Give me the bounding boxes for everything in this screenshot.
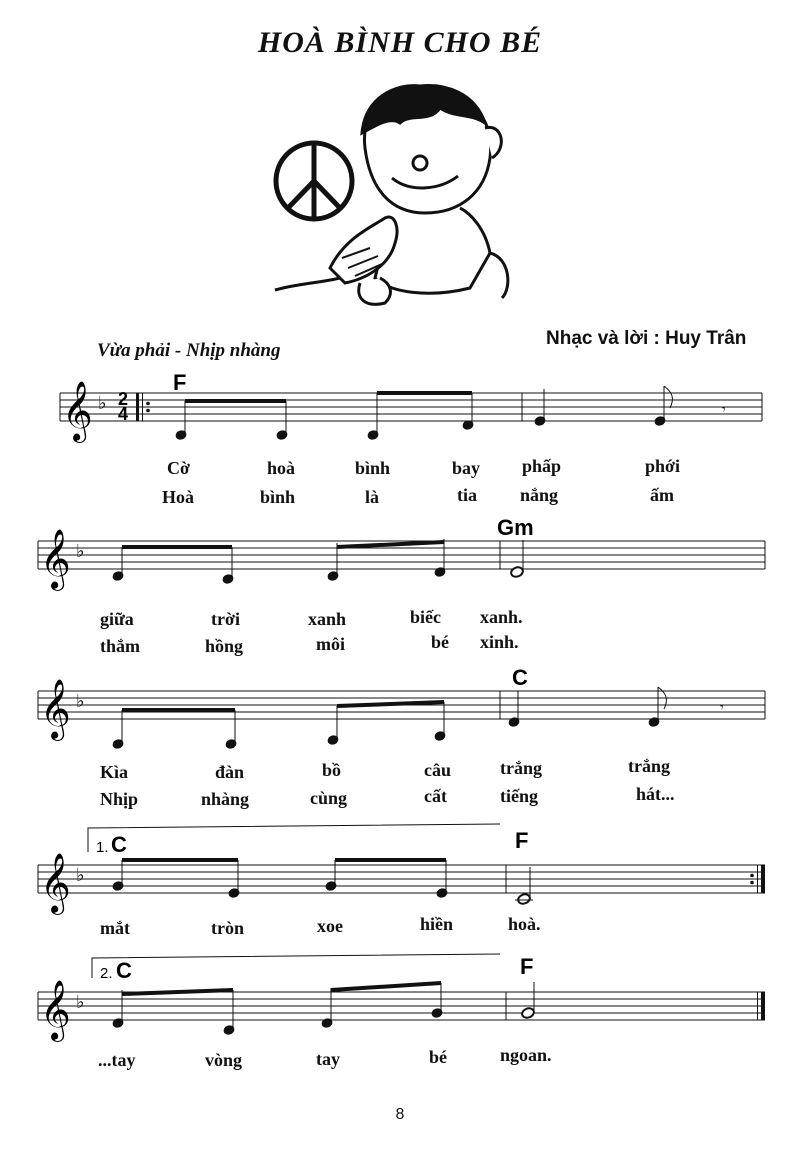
lyric: hoà. (508, 914, 541, 934)
lyric: trắng (628, 756, 670, 776)
lyric: xanh (308, 609, 347, 629)
lyric: là (365, 487, 380, 507)
lyric: nắng (520, 485, 559, 505)
time-signature-bottom: 4 (118, 404, 129, 424)
volta-number: 2. (100, 965, 113, 982)
lyric: ấm (650, 485, 674, 505)
staff-system-1 (0, 368, 800, 478)
volta-number: 1. (96, 839, 109, 856)
chord-label: C (512, 665, 528, 690)
notes (112, 981, 535, 1035)
lyric: xinh. (480, 632, 519, 652)
page-number: 8 (395, 1106, 405, 1123)
lyric: xanh. (480, 607, 523, 627)
composer-credit: Nhạc và lời : Huy Trân (546, 328, 747, 349)
notes (112, 687, 667, 749)
child-icon (362, 85, 508, 298)
lyric: đàn (215, 762, 245, 782)
treble-clef-icon: 𝄞 (40, 530, 71, 588)
lyric: mắt (100, 918, 130, 938)
chord-label: F (520, 954, 534, 979)
lyric: ...tay (98, 1050, 136, 1070)
lyric: nhàng (201, 789, 250, 809)
time-signature-top: 2 (118, 389, 129, 409)
lyric: câu (424, 760, 451, 780)
staff-system-5 (0, 950, 800, 1060)
lyric: tay (316, 1049, 340, 1069)
lyric: cùng (310, 788, 348, 808)
lyric: hoà (267, 458, 296, 478)
lyric: Kìa (100, 762, 129, 782)
lyric: phấp (522, 456, 562, 476)
lyric: hiền (420, 914, 454, 934)
lyric: bình (355, 458, 391, 478)
chord-label: C (111, 832, 127, 857)
lyric: môi (316, 634, 345, 654)
lyric: Hoà (162, 487, 195, 507)
staff-system-4 (0, 820, 800, 930)
volta-bracket (92, 954, 500, 978)
treble-clef-icon: 𝄞 (62, 382, 93, 440)
lyric: thắm (100, 636, 140, 656)
flat-key-signature-icon: ♭ (98, 393, 107, 413)
illustration (270, 78, 520, 328)
eighth-rest-icon: 𝄾 (722, 401, 726, 417)
treble-clef-icon: 𝄞 (40, 854, 71, 912)
lyric: bé (429, 1047, 447, 1067)
song-title: HOÀ BÌNH CHO BÉ (257, 26, 543, 59)
lyric: ngoan. (500, 1045, 552, 1065)
flat-key-signature-icon: ♭ (76, 865, 85, 885)
eighth-rest-icon: 𝄾 (720, 699, 724, 715)
lyric: bé (431, 632, 449, 652)
dove-icon (275, 217, 397, 304)
lyric: tròn (211, 918, 244, 938)
lyric: trắng (500, 758, 542, 778)
volta-bracket (88, 824, 500, 852)
treble-clef-icon: 𝄞 (40, 680, 71, 738)
lyric: tia (457, 485, 477, 505)
lyric: phới (645, 456, 680, 476)
lyric: hát... (636, 784, 675, 804)
lyric: bay (452, 458, 481, 478)
chord-label: C (116, 958, 132, 983)
chord-label: F (173, 370, 187, 395)
treble-clef-icon: 𝄞 (40, 981, 71, 1039)
lyric: trời (211, 609, 240, 629)
flat-key-signature-icon: ♭ (76, 992, 85, 1012)
lyric: cất (424, 786, 447, 806)
lyric: vòng (205, 1050, 243, 1070)
lyric: giữa (100, 609, 134, 629)
chord-label: F (515, 828, 529, 853)
tempo-marking: Vừa phải - Nhịp nhàng (97, 340, 281, 361)
lyric: Nhịp (100, 789, 139, 809)
lyric: xoe (317, 916, 343, 936)
staff-system-3 (0, 666, 800, 776)
notes (175, 386, 673, 440)
peace-symbol-icon (276, 143, 352, 219)
lyric: bình (260, 487, 296, 507)
lyric: hồng (205, 636, 244, 656)
flat-key-signature-icon: ♭ (76, 541, 85, 561)
lyric: bồ (322, 760, 342, 780)
chord-label: Gm (497, 515, 534, 540)
lyric: biếc (410, 607, 441, 627)
flat-key-signature-icon: ♭ (76, 691, 85, 711)
lyric: tiếng (500, 786, 538, 806)
lyric: Cờ (167, 458, 190, 478)
